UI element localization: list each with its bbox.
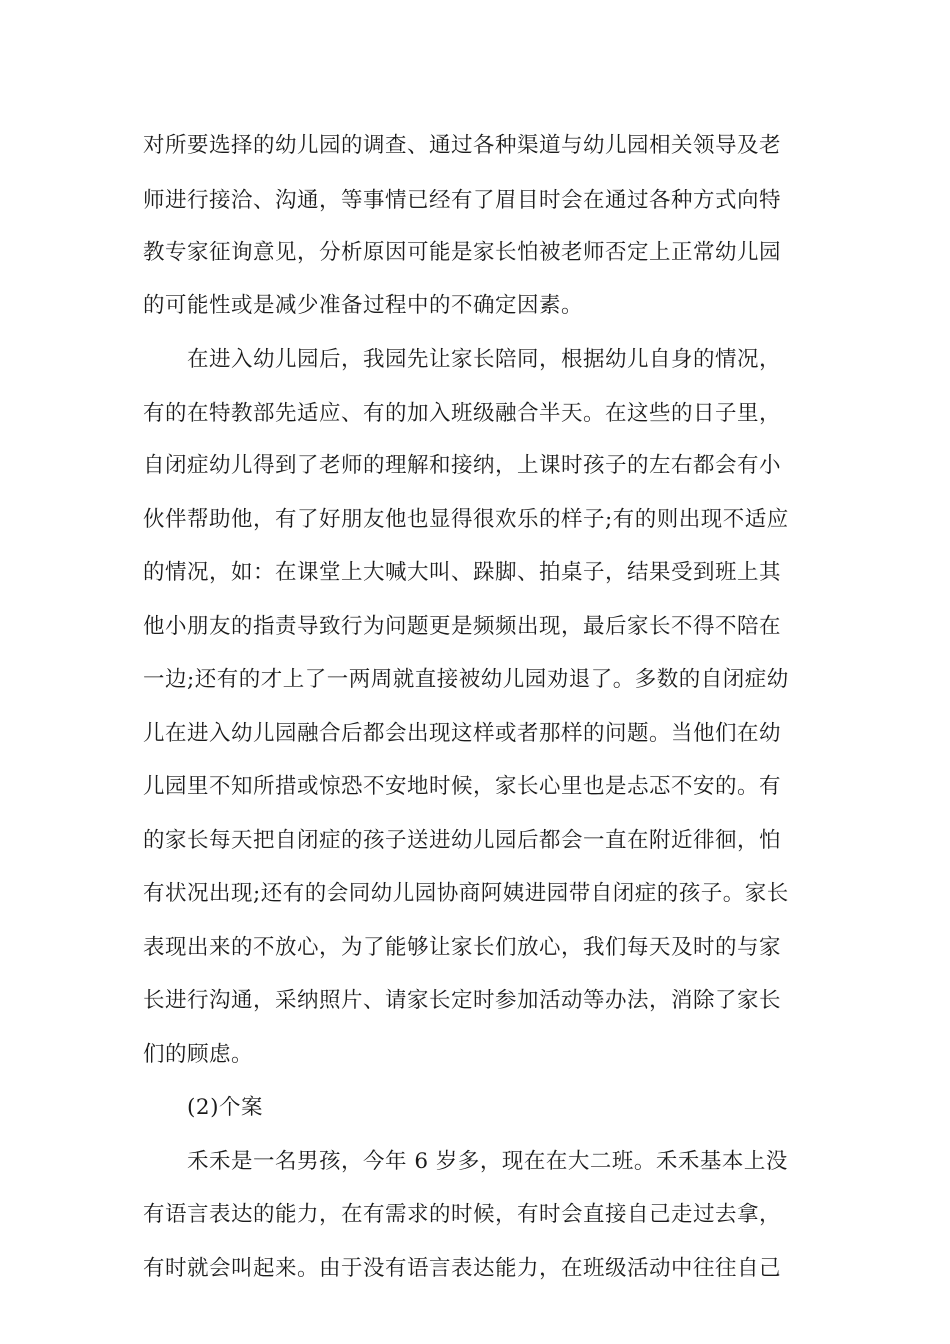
text-line: 有状况出现;还有的会同幼儿园协商阿姨进园带自闭症的孩子。家长 [143, 881, 789, 906]
text-line: 的情况，如：在课堂上大喊大叫、跺脚、拍桌子，结果受到班上其 [143, 560, 782, 585]
text-line: 师进行接洽、沟通，等事情已经有了眉目时会在通过各种方式向特 [143, 188, 782, 213]
text-line: 长进行沟通，采纳照片、请家长定时参加活动等办法，消除了家长 [143, 988, 782, 1013]
text-line: 的家长每天把自闭症的孩子送进幼儿园后都会一直在附近徘徊，怕 [143, 828, 782, 853]
text-line: 们的顾虑。 [143, 1042, 254, 1067]
text-line: 有语言表达的能力，在有需求的时候，有时会直接自己走过去拿， [143, 1202, 782, 1227]
text-line: 他小朋友的指责导致行为问题更是频频出现，最后家长不得不陪在 [143, 614, 782, 639]
text-line: 儿在进入幼儿园融合后都会出现这样或者那样的问题。当他们在幼 [143, 721, 782, 746]
text-line: 自闭症幼儿得到了老师的理解和接纳，上课时孩子的左右都会有小 [143, 453, 782, 478]
text-line: 对所要选择的幼儿园的调查、通过各种渠道与幼儿园相关领导及老 [143, 133, 782, 158]
text-line: 一边;还有的才上了一两周就直接被幼儿园劝退了。多数的自闭症幼 [143, 667, 789, 692]
text-line: 伙伴帮助他，有了好朋友他也显得很欢乐的样子;有的则出现不适应 [143, 507, 789, 532]
section-heading: (2)个案 [187, 1095, 263, 1120]
text-line: 在进入幼儿园后，我园先让家长陪同，根据幼儿自身的情况， [187, 347, 782, 372]
text-line: 表现出来的不放心，为了能够让家长们放心，我们每天及时的与家 [143, 935, 782, 960]
text-line: 的可能性或是减少准备过程中的不确定因素。 [143, 293, 584, 318]
text-line: 禾禾是一名男孩，今年 6 岁多，现在在大二班。禾禾基本上没 [187, 1149, 788, 1174]
text-line: 有的在特教部先适应、有的加入班级融合半天。在这些的日子里， [143, 401, 782, 426]
document-page [143, 0, 810, 1344]
text-line: 有时就会叫起来。由于没有语言表达能力，在班级活动中往往自己 [143, 1256, 782, 1281]
text-line: 儿园里不知所措或惊恐不安地时候，家长心里也是忐忑不安的。有 [143, 774, 782, 799]
text-line: 教专家征询意见，分析原因可能是家长怕被老师否定上正常幼儿园 [143, 240, 782, 265]
